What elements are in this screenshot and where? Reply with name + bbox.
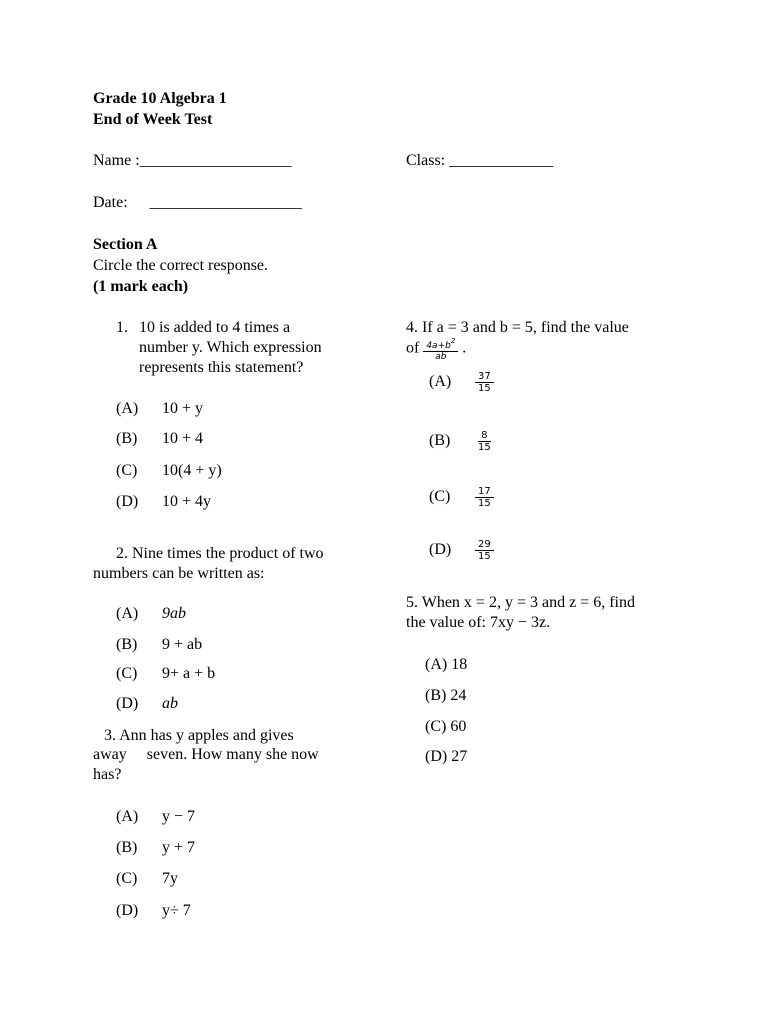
q5-line-2: the value of: 7xy − 3z. [406,614,551,631]
option-text: y + 7 [162,839,196,856]
name-field[interactable] [93,151,292,171]
q1-number: 1. [116,319,128,336]
expression-denominator: ab [435,352,447,362]
q3-line-3: has? [93,766,122,783]
q3-option-c[interactable] [116,869,178,889]
option-label: (A) [116,400,139,417]
q2-option-c[interactable] [116,664,215,684]
q3-line-1: 3. Ann has y apples and gives [104,727,294,744]
option-text: 9ab [162,605,186,622]
test-subtitle: End of Week Test [93,111,213,128]
q1-option-a[interactable] [116,399,203,419]
option-text: 60 [450,718,467,735]
q4-line-2 [406,336,466,362]
option-fraction: $\frac{17}{15}$ [475,486,494,509]
option-label: (B) [116,839,138,856]
q3-option-d[interactable] [116,901,191,921]
q5-line-1: 5. When x = 2, y = 3 and z = 6, find [406,594,635,611]
option-text: 18 [451,656,468,673]
section-instruction: Circle the correct response. [93,257,269,274]
option-fraction: $\frac{29}{15}$ [475,539,494,562]
q5-option-b[interactable] [425,686,466,706]
option-text: 24 [450,687,467,704]
q4-option-a[interactable] [429,371,494,394]
option-text: 9+ a + b [162,665,216,682]
q5-option-a[interactable] [425,655,467,675]
q4-of: of [406,339,420,357]
q2-option-a[interactable] [116,604,186,624]
option-text: 10(4 + y) [162,462,222,479]
option-label: (A) [116,808,139,825]
q2-line-1: 2. Nine times the product of two [116,545,324,562]
name-blank[interactable]: ___________________ [139,152,292,169]
class-label: Class: [406,152,446,169]
q2-line-2: numbers can be written as: [93,565,265,582]
q4-option-c[interactable] [429,486,494,509]
option-label: (D) [116,902,139,919]
option-text: 7y [162,870,178,887]
option-text: y÷ 7 [162,902,191,919]
option-text: 10 + y [162,400,204,417]
q2-option-b[interactable] [116,635,202,655]
option-text: ab [162,695,178,712]
option-text: 9 + ab [162,636,203,653]
option-label: (C) [429,488,451,506]
q4-line-1: 4. If a = 3 and b = 5, find the value [406,319,629,336]
test-title: Grade 10 Algebra 1 [93,90,227,107]
class-blank[interactable]: _____________ [449,152,554,169]
q2-option-d[interactable] [116,694,178,714]
date-field[interactable] [93,193,302,213]
q3-option-b[interactable] [116,838,195,858]
option-text: 10 + 4 [162,430,204,447]
option-text: y − 7 [162,808,196,825]
option-label: (D) [116,493,139,510]
option-label: (B) [116,636,138,653]
q1-line-2: number y. Which expression [139,339,322,356]
q4-expression [423,336,458,362]
q1-line-3: represents this statement? [139,359,304,376]
q3-line-2: away seven. How many she now [93,746,319,763]
option-label: (D) [429,541,452,559]
option-text: 27 [451,748,468,765]
q1-line-1: 10 is added to 4 times a [139,319,291,336]
q1-option-c[interactable] [116,461,222,481]
q4-option-d[interactable] [429,539,494,562]
q1-option-b[interactable] [116,429,203,449]
option-label: (C) [425,718,447,735]
date-blank[interactable]: ___________________ [149,194,302,211]
option-label: (D) [116,695,139,712]
option-label: (B) [425,687,447,704]
option-label: (C) [116,870,138,887]
q4-option-b[interactable] [429,430,494,453]
option-fraction: $\frac{8}{15}$ [478,430,491,453]
q1-option-d[interactable] [116,492,211,512]
q5-option-c[interactable] [425,717,466,737]
option-label: (C) [116,462,138,479]
q5-option-d[interactable] [425,747,467,767]
option-text: 10 + 4y [162,493,212,510]
q3-option-a[interactable] [116,807,195,827]
option-label: (A) [425,656,448,673]
option-fraction: $\frac{37}{15}$ [475,371,494,394]
name-label: Name : [93,152,140,169]
date-label: Date: [93,194,128,211]
option-label: (B) [116,430,138,447]
option-label: (A) [116,605,139,622]
q4-period: . [462,339,467,357]
section-title: Section A [93,236,158,253]
option-label: (D) [425,748,448,765]
option-label: (B) [429,432,451,450]
expression-numerator: $4a+b^2$ [423,336,458,352]
option-label: (A) [429,373,452,391]
class-field[interactable] [406,151,553,171]
option-label: (C) [116,665,138,682]
section-marks: (1 mark each) [93,278,189,295]
